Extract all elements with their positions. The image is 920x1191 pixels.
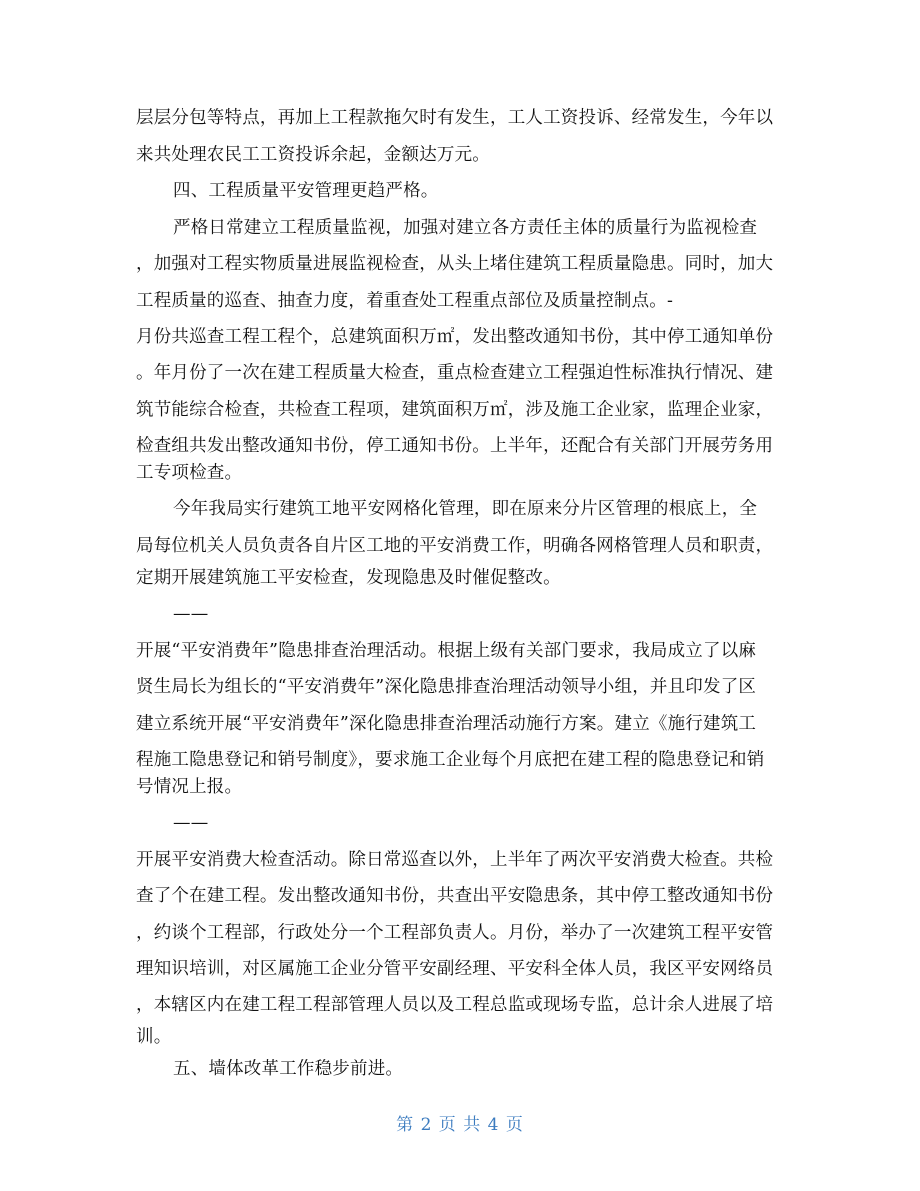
- text-line: 训。: [136, 1027, 172, 1047]
- section-heading: 五、墙体改革工作稳步前进。: [173, 1059, 404, 1079]
- text-line: 开展平安消费大检查活动。除日常巡查以外，上半年了两次平安消费大检查。共检: [136, 850, 774, 870]
- text-line: 检查组共发出整改通知书份，停工通知书份。上半年，还配合有关部门开展劳务用: [136, 436, 774, 456]
- text-line: ，加强对工程实物质量进展监视检查，从头上堵住建筑工程质量隐患。同时，加大: [136, 254, 774, 274]
- text-line: 筑节能综合检查，共检查工程项，建筑面积万㎡，涉及施工企业家，监理企业家，: [136, 400, 774, 420]
- text-line: 查了个在建工程。发出整改通知书份，共查出平安隐患条，其中停工整改通知书份: [136, 886, 774, 906]
- dash-separator: ——: [173, 813, 209, 833]
- text-line: 严格日常建立工程质量监视，加强对建立各方责任主体的质量行为监视检查: [173, 218, 758, 238]
- text-line: 定期开展建筑施工平安检查，发现隐患及时催促整改。: [136, 568, 561, 588]
- text-line: 贤生局长为组长的“平安消费年”深化隐患排查治理活动领导小组，并且印发了区: [136, 677, 757, 697]
- text-line: 建立系统开展“平安消费年”深化隐患排查治理活动施行方案。建立《施行建筑工: [136, 714, 757, 734]
- text-line: 局每位机关人员负责各自片区工地的平安消费工作，明确各网格管理人员和职责，: [136, 536, 774, 556]
- page-number-footer: 第 2 页 共 4 页: [396, 1115, 524, 1135]
- text-line: 。年月份了一次在建工程质量大检查，重点检查建立工程强迫性标准执行情况、建: [136, 363, 774, 383]
- section-heading: 四、工程质量平安管理更趋严格。: [173, 181, 439, 201]
- text-line: ，约谈个工程部，行政处分一个工程部负责人。月份，举办了一次建筑工程平安管: [136, 923, 774, 943]
- text-line: 来共处理农民工工资投诉余起，金额达万元。: [136, 145, 490, 165]
- text-line: 月份共巡查工程工程个，总建筑面积万㎡，发出整改通知书份，其中停工通知单份: [136, 327, 774, 347]
- text-line: ，本辖区内在建工程工程部管理人员以及工程总监或现场专监，总计余人进展了培: [136, 995, 774, 1015]
- text-line: 工程质量的巡查、抽查力度，着重查处工程重点部位及质量控制点。-: [136, 291, 674, 311]
- text-line: 理知识培训，对区属施工企业分管平安副经理、平安科全体人员，我区平安网络员: [136, 959, 774, 979]
- text-line: 工专项检查。: [136, 463, 243, 483]
- dash-separator: ——: [173, 604, 209, 624]
- text-line: 今年我局实行建筑工地平安网格化管理，即在原来分片区管理的根底上，全: [173, 499, 758, 519]
- text-line: 程施工隐患登记和销号制度》，要求施工企业每个月底把在建工程的隐患登记和销: [136, 750, 765, 770]
- text-line: 号情况上报。: [136, 777, 243, 797]
- text-line: 层层分包等特点，再加上工程款拖欠时有发生，工人工资投诉、经常发生，今年以: [136, 108, 774, 128]
- text-line: 开展“平安消费年”隐患排查治理活动。根据上级有关部门要求，我局成立了以麻: [136, 641, 757, 661]
